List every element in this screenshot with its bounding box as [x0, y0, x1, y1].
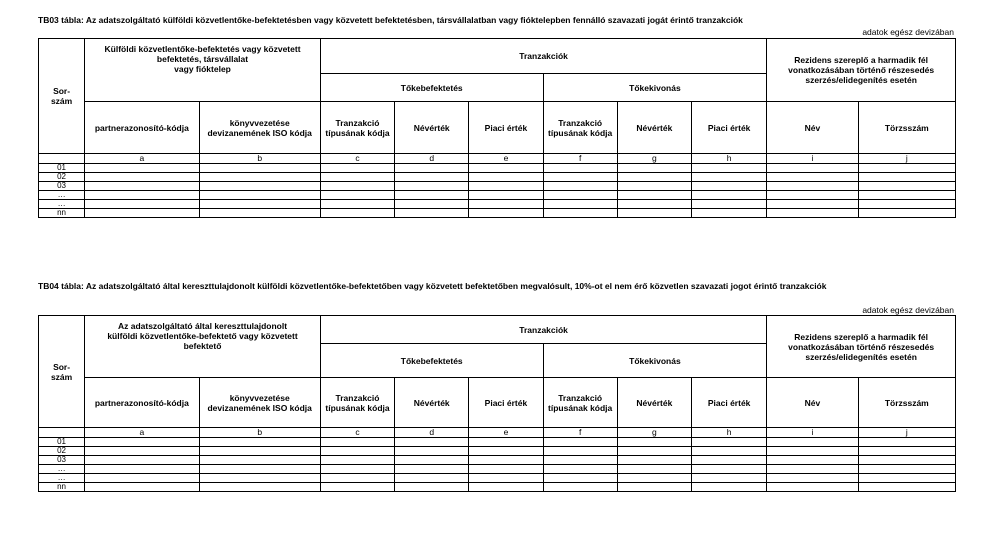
data-cell[interactable] [395, 465, 469, 474]
data-cell[interactable] [767, 447, 858, 456]
data-cell[interactable] [543, 182, 617, 191]
column-letter: c [320, 428, 394, 438]
row-number: 01 [39, 438, 85, 447]
row-number: 03 [39, 456, 85, 465]
data-cell[interactable] [199, 474, 320, 483]
data-cell[interactable] [617, 182, 691, 191]
table-row [39, 483, 956, 492]
data-cell[interactable] [858, 200, 955, 209]
column-header-sub: könyvvezetése devizanemének ISO kódja [199, 102, 320, 154]
row-number: 01 [39, 164, 85, 173]
data-cell[interactable] [858, 173, 955, 182]
data-cell[interactable] [767, 173, 858, 182]
letter-cell [39, 154, 85, 164]
data-cell[interactable] [199, 438, 320, 447]
data-cell[interactable] [85, 173, 199, 182]
table-row [39, 456, 956, 465]
data-cell[interactable] [469, 438, 543, 447]
data-cell[interactable] [199, 200, 320, 209]
column-header-sub: Piaci érték [691, 378, 766, 428]
data-cell[interactable] [395, 438, 469, 447]
data-cell[interactable] [85, 191, 199, 200]
column-header-sub: Névérték [617, 102, 691, 154]
data-cell[interactable] [858, 456, 955, 465]
table-title: TB04 tábla: Az adatszolgáltató által kereszttulajdonolt külföldi közvetlentőke-befektetőben vagy közvetett befektetőben megvalósult, 10%-ot el nem érő közvetlen szavazati jogot érintő tranzakciók [38, 281, 827, 291]
column-group-tokekivonas: Tőkekivonás [543, 74, 767, 102]
data-cell[interactable] [858, 474, 955, 483]
data-cell[interactable] [320, 474, 394, 483]
data-cell[interactable] [691, 438, 766, 447]
data-cell[interactable] [767, 456, 858, 465]
data-cell[interactable] [469, 447, 543, 456]
data-cell[interactable] [543, 483, 617, 492]
column-group-rezidens: Rezidens szereplő a harmadik fél vonatkozásában történő részesedés szerzés/elidegenítés esetén [767, 316, 956, 378]
data-cell[interactable] [767, 200, 858, 209]
column-letter: j [858, 428, 955, 438]
data-cell[interactable] [543, 191, 617, 200]
column-header-sub: Névérték [395, 102, 469, 154]
data-cell[interactable] [858, 483, 955, 492]
data-cell[interactable] [691, 465, 766, 474]
data-cell[interactable] [395, 447, 469, 456]
data-cell[interactable] [199, 465, 320, 474]
column-letter: f [543, 428, 617, 438]
data-cell[interactable] [858, 438, 955, 447]
data-cell[interactable] [395, 164, 469, 173]
data-cell[interactable] [617, 200, 691, 209]
data-cell[interactable] [395, 191, 469, 200]
data-cell[interactable] [691, 164, 766, 173]
unit-note: adatok egész devizában [862, 27, 954, 37]
column-letter: g [617, 428, 691, 438]
column-group-tranzakciok: Tranzakciók [320, 316, 766, 344]
row-number: … [39, 465, 85, 474]
data-cell[interactable] [199, 173, 320, 182]
data-cell[interactable] [543, 173, 617, 182]
column-header-sub: Törzsszám [858, 102, 955, 154]
data-cell[interactable] [395, 182, 469, 191]
data-cell[interactable] [691, 474, 766, 483]
data-cell[interactable] [320, 447, 394, 456]
column-letter: a [85, 154, 199, 164]
column-letter: e [469, 154, 543, 164]
data-cell[interactable] [543, 465, 617, 474]
data-cell[interactable] [395, 474, 469, 483]
data-cell[interactable] [767, 164, 858, 173]
data-cell[interactable] [767, 209, 858, 218]
column-header-sub: Piaci érték [691, 102, 766, 154]
data-cell[interactable] [543, 447, 617, 456]
data-cell[interactable] [85, 447, 199, 456]
data-cell[interactable] [617, 209, 691, 218]
column-header-sub: Névérték [617, 378, 691, 428]
data-cell[interactable] [85, 164, 199, 173]
data-cell[interactable] [543, 438, 617, 447]
row-number: nn [39, 483, 85, 492]
data-cell[interactable] [199, 182, 320, 191]
column-header-sub: Piaci érték [469, 102, 543, 154]
data-table-tb03 [38, 38, 956, 218]
data-cell[interactable] [85, 456, 199, 465]
data-cell[interactable] [85, 474, 199, 483]
column-header-sub: Tranzakció típusának kódja [543, 378, 617, 428]
data-cell[interactable] [395, 200, 469, 209]
data-cell[interactable] [85, 200, 199, 209]
data-cell[interactable] [469, 191, 543, 200]
column-header-sub: Tranzakció típusának kódja [543, 102, 617, 154]
column-header-sub: Név [767, 378, 858, 428]
column-letter: h [691, 428, 766, 438]
data-cell[interactable] [320, 182, 394, 191]
data-cell[interactable] [469, 200, 543, 209]
data-cell[interactable] [617, 164, 691, 173]
data-cell[interactable] [617, 173, 691, 182]
data-cell[interactable] [395, 456, 469, 465]
column-letter: c [320, 154, 394, 164]
data-cell[interactable] [543, 209, 617, 218]
data-cell[interactable] [858, 164, 955, 173]
data-cell[interactable] [767, 465, 858, 474]
data-cell[interactable] [320, 173, 394, 182]
data-cell[interactable] [199, 164, 320, 173]
data-cell[interactable] [691, 483, 766, 492]
column-group-rezidens: Rezidens szereplő a harmadik fél vonatkozásában történő részesedés szerzés/elidegenítés esetén [767, 39, 956, 102]
column-header-sub: könyvvezetése devizanemének ISO kódja [199, 378, 320, 428]
data-cell[interactable] [858, 465, 955, 474]
column-group-tokebefektetes: Tőkebefektetés [320, 74, 543, 102]
row-number: … [39, 191, 85, 200]
column-letter: a [85, 428, 199, 438]
column-letter: i [767, 428, 858, 438]
data-table-tb04 [38, 315, 956, 492]
data-cell[interactable] [767, 483, 858, 492]
data-cell[interactable] [617, 447, 691, 456]
data-cell[interactable] [85, 438, 199, 447]
table-row [39, 164, 956, 173]
row-number: … [39, 474, 85, 483]
column-letter: f [543, 154, 617, 164]
column-group-entity: Az adatszolgáltató által kereszttulajdonolt külföldi közvetlentőke-befektető vagy közvetett befektető [85, 316, 321, 378]
data-cell[interactable] [691, 173, 766, 182]
table-row [39, 474, 956, 483]
column-header-sub: Névérték [395, 378, 469, 428]
letter-cell [39, 428, 85, 438]
table-row [39, 182, 956, 191]
column-letter: b [199, 428, 320, 438]
data-cell[interactable] [199, 447, 320, 456]
data-cell[interactable] [320, 164, 394, 173]
column-letter: d [395, 428, 469, 438]
column-header-sub: Név [767, 102, 858, 154]
data-cell[interactable] [320, 191, 394, 200]
data-cell[interactable] [199, 456, 320, 465]
data-cell[interactable] [85, 465, 199, 474]
data-cell[interactable] [617, 483, 691, 492]
table-row [39, 191, 956, 200]
data-cell[interactable] [85, 209, 199, 218]
column-header-sub: partnerazonosító-kódja [85, 102, 199, 154]
column-group-tranzakciok: Tranzakciók [320, 39, 766, 74]
column-letter: d [395, 154, 469, 164]
table-row [39, 447, 956, 456]
data-cell[interactable] [617, 474, 691, 483]
data-cell[interactable] [85, 182, 199, 191]
column-header-sub: Piaci érték [469, 378, 543, 428]
table-row [39, 465, 956, 474]
column-letter: h [691, 154, 766, 164]
data-cell[interactable] [469, 465, 543, 474]
data-cell[interactable] [320, 438, 394, 447]
data-cell[interactable] [617, 465, 691, 474]
row-number: … [39, 200, 85, 209]
data-cell[interactable] [767, 474, 858, 483]
data-cell[interactable] [320, 456, 394, 465]
data-cell[interactable] [395, 173, 469, 182]
column-header-sub: partnerazonosító-kódja [85, 378, 199, 428]
data-cell[interactable] [691, 209, 766, 218]
data-cell[interactable] [858, 447, 955, 456]
data-cell[interactable] [469, 209, 543, 218]
data-cell[interactable] [691, 456, 766, 465]
column-header-sub: Törzsszám [858, 378, 955, 428]
table-row [39, 438, 956, 447]
data-cell[interactable] [199, 483, 320, 492]
column-header-sorszam: Sor- szám [39, 39, 85, 154]
column-letter: j [858, 154, 955, 164]
table-row [39, 200, 956, 209]
column-header-sorszam: Sor- szám [39, 316, 85, 428]
data-cell[interactable] [858, 209, 955, 218]
column-header-sub: Tranzakció típusának kódja [320, 378, 394, 428]
data-cell[interactable] [85, 483, 199, 492]
row-number: 02 [39, 173, 85, 182]
data-cell[interactable] [767, 182, 858, 191]
column-letter: g [617, 154, 691, 164]
column-letter: i [767, 154, 858, 164]
table-title: TB03 tábla: Az adatszolgáltató külföldi közvetlentőke-befektetésben vagy közvetett befektetésben, társvállalatban vagy fióktelepben fennálló szavazati jogát érintő tranzakciók [38, 15, 743, 25]
data-cell[interactable] [543, 456, 617, 465]
data-cell[interactable] [199, 191, 320, 200]
data-cell[interactable] [469, 474, 543, 483]
data-cell[interactable] [469, 182, 543, 191]
column-group-entity: Külföldi közvetlentőke-befektetés vagy közvetett befektetés, társvállalat vagy fióktelep [85, 39, 321, 102]
row-number: 02 [39, 447, 85, 456]
row-number: 03 [39, 182, 85, 191]
row-number: nn [39, 209, 85, 218]
column-letter: e [469, 428, 543, 438]
data-cell[interactable] [320, 209, 394, 218]
data-cell[interactable] [320, 200, 394, 209]
column-header-sub: Tranzakció típusának kódja [320, 102, 394, 154]
data-cell[interactable] [691, 191, 766, 200]
column-group-tokekivonas: Tőkekivonás [543, 344, 767, 378]
data-cell[interactable] [469, 483, 543, 492]
data-cell[interactable] [395, 209, 469, 218]
data-cell[interactable] [320, 483, 394, 492]
data-cell[interactable] [617, 456, 691, 465]
data-cell[interactable] [543, 164, 617, 173]
unit-note: adatok egész devizában [862, 305, 954, 315]
column-letter: b [199, 154, 320, 164]
data-cell[interactable] [617, 191, 691, 200]
table-row [39, 209, 956, 218]
data-cell[interactable] [469, 164, 543, 173]
data-cell[interactable] [469, 173, 543, 182]
data-cell[interactable] [543, 200, 617, 209]
data-cell[interactable] [767, 191, 858, 200]
data-cell[interactable] [858, 182, 955, 191]
data-cell[interactable] [691, 447, 766, 456]
data-cell[interactable] [543, 474, 617, 483]
data-cell[interactable] [320, 465, 394, 474]
data-cell[interactable] [469, 456, 543, 465]
data-cell[interactable] [199, 209, 320, 218]
table-row [39, 173, 956, 182]
data-cell[interactable] [858, 191, 955, 200]
data-cell[interactable] [691, 200, 766, 209]
data-cell[interactable] [617, 438, 691, 447]
column-group-tokebefektetes: Tőkebefektetés [320, 344, 543, 378]
data-cell[interactable] [395, 483, 469, 492]
data-cell[interactable] [767, 438, 858, 447]
data-cell[interactable] [691, 182, 766, 191]
